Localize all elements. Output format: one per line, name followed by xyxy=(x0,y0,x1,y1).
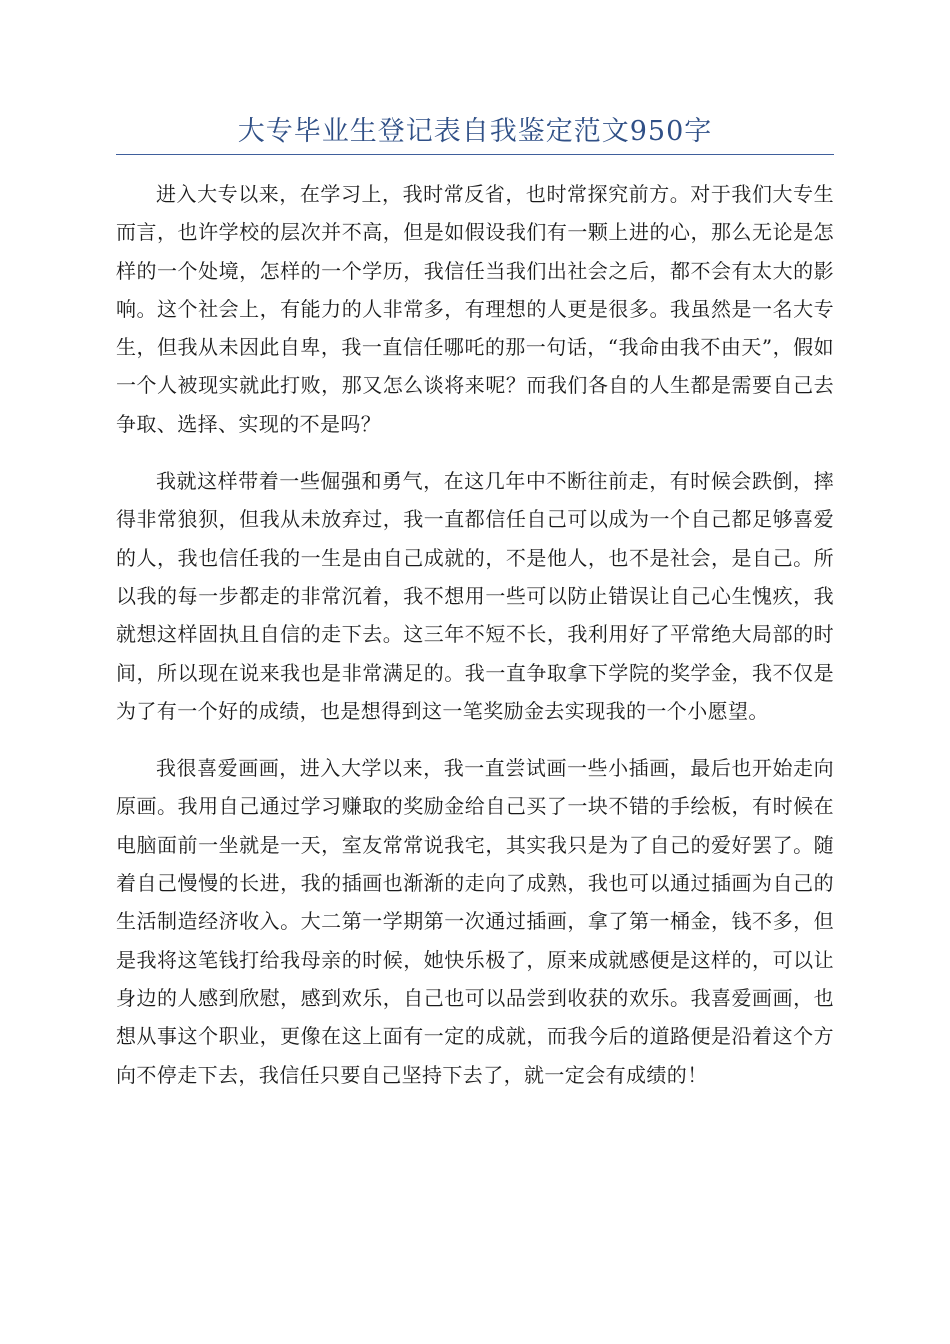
paragraph-1: 进入大专以来，在学习上，我时常反省，也时常探究前方。对于我们大专生而言，也许学校的层次并不高，但是如假设我们有一颗上进的心，那么无论是怎样的一个处境，怎样的一个学历，我信任当我们出社会之后，都不会有太大的影响。这个社会上，有能力的人非常多，有理想的人更是很多。我虽然是一名大专生，但我从未因此自卑，我一直信任哪吒的那一句话，“我命由我不由天”，假如一个人被现实就此打败，那又怎么谈将来呢？而我们各自的人生都是需要自己去争取、选择、实现的不是吗？ xyxy=(116,182,834,436)
title-underline xyxy=(116,154,834,155)
document-body xyxy=(116,175,834,1113)
document-title: 大专毕业生登记表自我鉴定范文950字 xyxy=(237,116,713,147)
paragraph-2: 我就这样带着一些倔强和勇气，在这几年中不断往前走，有时候会跌倒，摔得非常狼狈，但我从未放弃过，我一直都信任自己可以成为一个自己都足够喜爱的人，我也信任我的一生是由自己成就的，不是他人，也不是社会，是自己。所以我的每一步都走的非常沉着，我不想用一些可以防止错误让自己心生愧疚，我就想这样固执且自信的走下去。这三年不短不长，我利用好了平常绝大局部的时间，所以现在说来我也是非常满足的。我一直争取拿下学院的奖学金，我不仅是为了有一个好的成绩，也是想得到这一笔奖励金去实现我的一个小愿望。 xyxy=(116,469,834,723)
paragraph-3: 我很喜爱画画，进入大学以来，我一直尝试画一些小插画，最后也开始走向原画。我用自己通过学习赚取的奖励金给自己买了一块不错的手绘板，有时候在电脑面前一坐就是一天，室友常常说我宅，其实我只是为了自己的爱好罢了。随着自己慢慢的长进，我的插画也渐渐的走向了成熟，我也可以通过插画为自己的生活制造经济收入。大二第一学期第一次通过插画，拿了第一桶金，钱不多，但是我将这笔钱打给我母亲的时候，她快乐极了，原来成就感便是这样的，可以让身边的人感到欣慰，感到欢乐，自己也可以品尝到收获的欢乐。我喜爱画画，也想从事这个职业，更像在这上面有一定的成就，而我今后的道路便是沿着这个方向不停走下去，我信任只要自己坚持下去了，就一定会有成绩的！ xyxy=(116,756,834,1087)
